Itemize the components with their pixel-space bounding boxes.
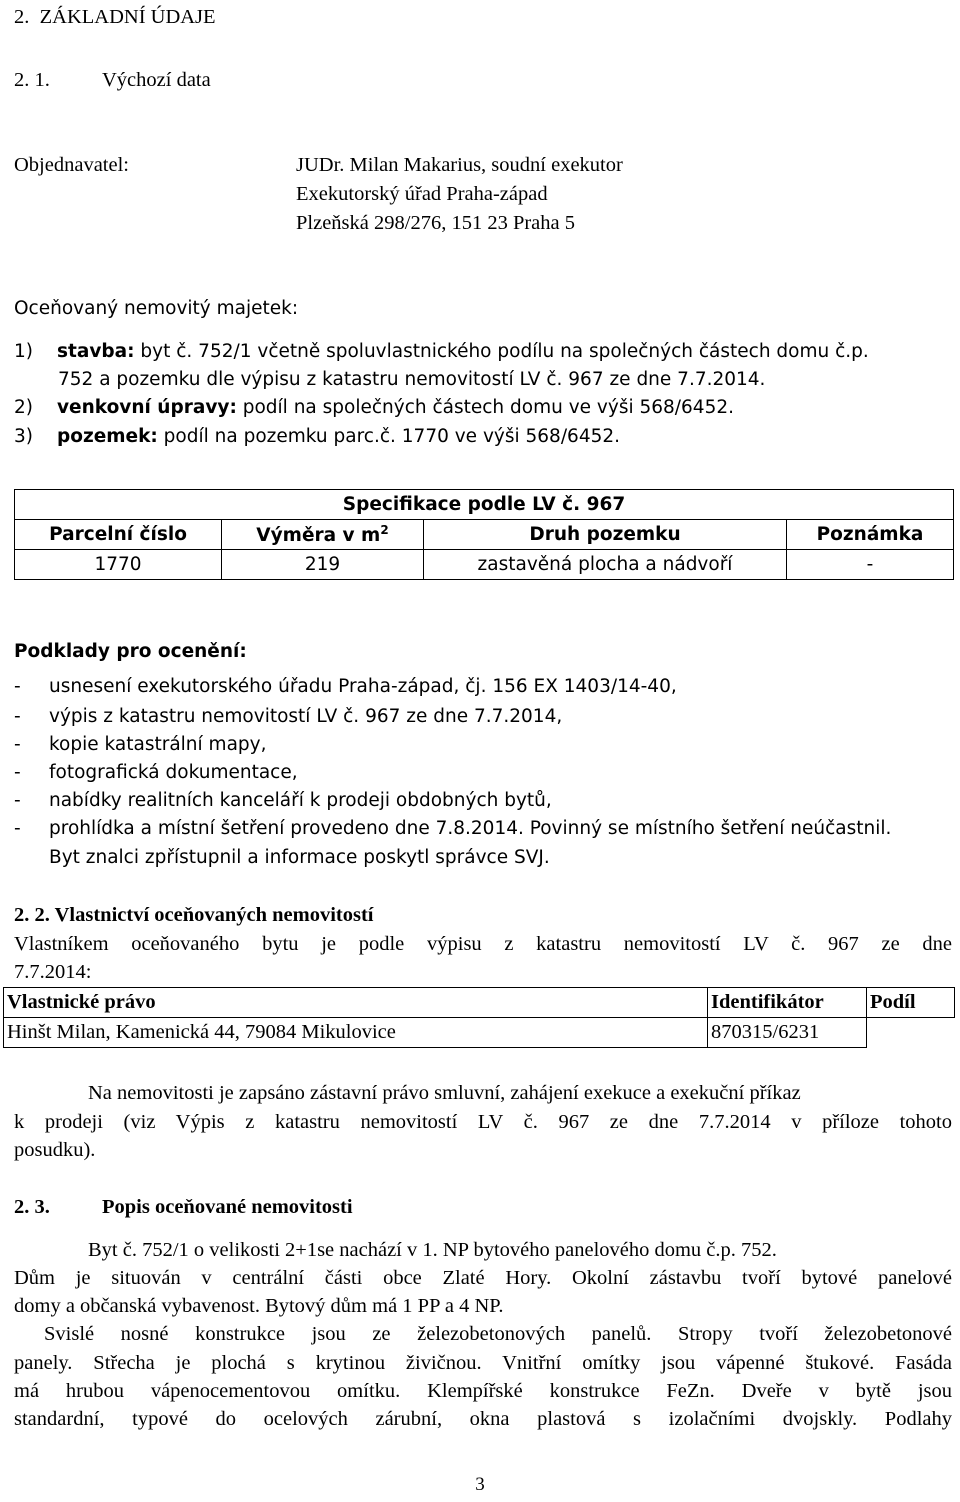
dash: - (14, 676, 21, 697)
property-item-2 (14, 394, 952, 422)
basis-label: Podklady pro ocenění: (14, 641, 247, 662)
ownership-text-line-1: Vlastníkem oceňovaného bytu je podle výpisu z katastru nemovitostí LV č. 967 ze dne (14, 933, 952, 955)
property-item-1-cont: 752 a pozemku dle výpisu z katastru nemovitostí LV č. 967 ze dne 7.7.2014. (58, 369, 766, 390)
spec-table (14, 489, 954, 580)
basis-item (14, 703, 562, 731)
owner-header-right: Vlastnické právo (4, 988, 708, 1018)
dash: - (14, 818, 21, 839)
subsection-title: Popis oceňované nemovitosti (102, 1196, 353, 1218)
description-line: Dům je situován v centrální části obce Zlaté Hory. Okolní zástavbu tvoří bytové panelové (14, 1267, 952, 1289)
subsection-heading-2-2: 2. 2. Vlastnictví oceňovaných nemovitostí (14, 904, 374, 926)
subsection-heading-2-1 (14, 66, 952, 94)
spec-table-title: Specifikace podle LV č. 967 (15, 490, 954, 520)
item-type: venkovní úpravy: (57, 397, 237, 418)
item-number: 3) (14, 426, 33, 447)
spec-header-area (222, 520, 424, 550)
owner-header-id: Identifikátor (708, 988, 867, 1018)
lien-line-2: k prodeji (viz Výpis z katastru nemovitostí LV č. 967 ze dne 7.7.2014 v příloze tohoto (14, 1111, 952, 1133)
description-line: Svislé nosné konstrukce jsou ze železobetonových panelů. Stropy tvoří železobetonové (44, 1323, 952, 1345)
owner-cell-name: Hinšt Milan, Kamenická 44, 79084 Mikulovice (4, 1018, 708, 1048)
basis-item (14, 787, 552, 815)
section-number: 2. (14, 6, 30, 28)
basis-item (14, 815, 891, 843)
property-item-1 (14, 338, 952, 366)
subsection-title: Výchozí data (102, 69, 211, 91)
client-line-1: JUDr. Milan Makarius, soudní exekutor (296, 154, 623, 176)
spec-header-parcel: Parcelní číslo (15, 520, 222, 550)
owner-cell-share (867, 1018, 955, 1048)
basis-text: fotografická dokumentace, (49, 762, 298, 783)
section-heading (14, 3, 952, 31)
basis-text: výpis z katastru nemovitostí LV č. 967 ze dne 7.7.2014, (49, 706, 563, 727)
superscript: 2 (380, 522, 389, 537)
owner-header-share: Podíl (867, 988, 955, 1018)
spec-cell-type: zastavěná plocha a nádvoří (424, 550, 787, 580)
subsection-number: 2. 1. (14, 69, 50, 91)
item-number: 1) (14, 341, 33, 362)
item-text: podíl na pozemku parc.č. 1770 ve výši 568/6452. (157, 426, 621, 447)
section-title: ZÁKLADNÍ ÚDAJE (39, 6, 216, 28)
spec-header-type: Druh pozemku (424, 520, 787, 550)
subsection-heading-2-3 (14, 1193, 952, 1221)
client-line-2: Exekutorský úřad Praha-západ (296, 183, 548, 205)
property-label: Oceňovaný nemovitý majetek: (14, 298, 299, 319)
ownership-text-line-2: 7.7.2014: (14, 961, 92, 983)
description-line: domy a občanská vybavenost. Bytový dům má 1 PP a 4 NP. (14, 1295, 504, 1317)
item-text: podíl na společných částech domu ve výši 568/6452. (236, 397, 734, 418)
owner-table (3, 987, 955, 1048)
property-item-3 (14, 423, 952, 451)
spec-cell-area: 219 (222, 550, 424, 580)
basis-item (14, 731, 266, 759)
spec-header-note: Poznámka (787, 520, 954, 550)
basis-text: usnesení exekutorského úřadu Praha-západ, čj. 156 EX 1403/14-40, (49, 676, 677, 697)
item-text: byt č. 752/1 včetně spoluvlastnického podílu na společných částech domu č.p. (134, 341, 869, 362)
owner-cell-id: 870315/6231 (708, 1018, 867, 1048)
item-number: 2) (14, 397, 33, 418)
dash: - (14, 706, 21, 727)
description-line: panely. Střecha je plochá s krytinou živičnou. Vnitřní omítky jsou vápenné štukové. Fasáda (14, 1352, 952, 1374)
client-line-3: Plzeňská 298/276, 151 23 Praha 5 (296, 212, 575, 234)
basis-item (14, 673, 677, 701)
basis-continuation: Byt znalci zpřístupnil a informace poskytl správce SVJ. (49, 847, 550, 868)
lien-line-3: posudku). (14, 1139, 96, 1161)
basis-text: prohlídka a místní šetření provedeno dne 7.8.2014. Povinný se místního šetření neúčastnil. (49, 818, 892, 839)
basis-item (14, 759, 298, 787)
lien-line-1: Na nemovitosti je zapsáno zástavní právo smluvní, zahájení exekuce a exekuční příkaz (88, 1082, 801, 1104)
spec-cell-note: - (787, 550, 954, 580)
description-line: standardní, typové do ocelových zárubní, okna plastová s izolačními dvojskly. Podlahy (14, 1408, 952, 1430)
item-type: stavba: (57, 341, 135, 362)
dash: - (14, 734, 21, 755)
basis-text: kopie katastrální mapy, (49, 734, 267, 755)
subsection-number: 2. 3. (14, 1196, 50, 1218)
dash: - (14, 790, 21, 811)
page-number: 3 (475, 1474, 485, 1495)
basis-text: nabídky realitních kanceláří k prodeji obdobných bytů, (49, 790, 552, 811)
area-label: Výměra v m (256, 525, 381, 547)
description-line: má hrubou vápenocementovou omítku. Klempířské konstrukce FeZn. Dveře v bytě jsou (14, 1380, 952, 1402)
spec-cell-parcel: 1770 (15, 550, 222, 580)
item-type: pozemek: (57, 426, 158, 447)
client-label: Objednavatel: (14, 154, 129, 176)
description-line: Byt č. 752/1 o velikosti 2+1se nachází v 1. NP bytového panelového domu č.p. 752. (88, 1239, 777, 1261)
dash: - (14, 762, 21, 783)
